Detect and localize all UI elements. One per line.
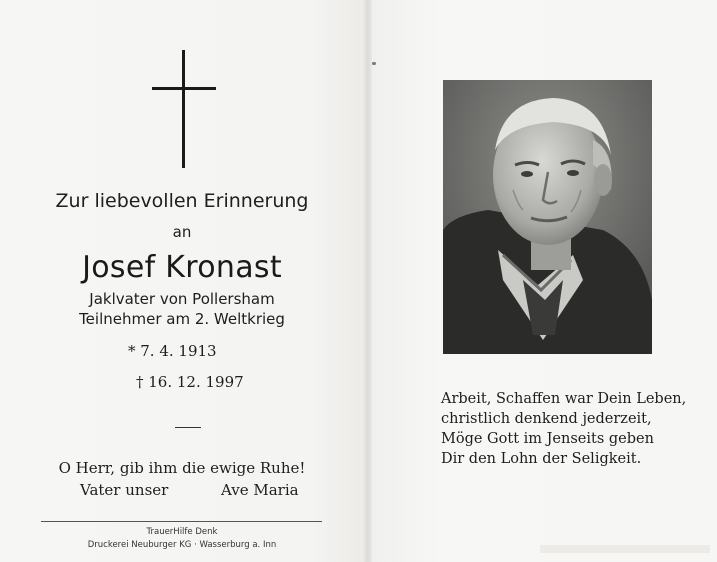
footer-rule [41,521,322,522]
poem-line: Arbeit, Schaffen war Dein Leben, [441,391,687,407]
scan-artifact [540,545,710,553]
paper-speck [372,62,376,65]
poem-line: Möge Gott im Jenseits geben [441,431,654,447]
deceased-name: Josef Kronast [82,250,282,285]
card-fold [364,0,372,562]
prayer-text: O Herr, gib ihm die ewige Ruhe! [58,459,306,477]
role-line: Teilnehmer am 2. Weltkrieg [79,310,285,328]
memorial-intro: Zur liebevollen Erinnerung [55,190,309,212]
cross-icon [152,50,216,168]
divider [175,427,201,428]
prayer-vater-unser: Vater unser [80,481,169,499]
role-line: Jaklvater von Pollersham [89,290,275,308]
portrait-photo [443,80,652,354]
memorial-poem [441,389,686,469]
intro-connector: an [172,223,192,241]
prayer-ave-maria: Ave Maria [221,481,299,499]
printer-line: TrauerHilfe Denk [146,527,218,537]
poem-line: christlich denkend jederzeit, [441,411,652,427]
printer-line: Druckerei Neuburger KG · Wasserburg a. Inn [87,540,277,550]
poem-line: Dir den Lohn der Seligkeit. [441,451,642,467]
death-date: † 16. 12. 1997 [136,373,244,391]
birth-date: * 7. 4. 1913 [128,342,217,360]
